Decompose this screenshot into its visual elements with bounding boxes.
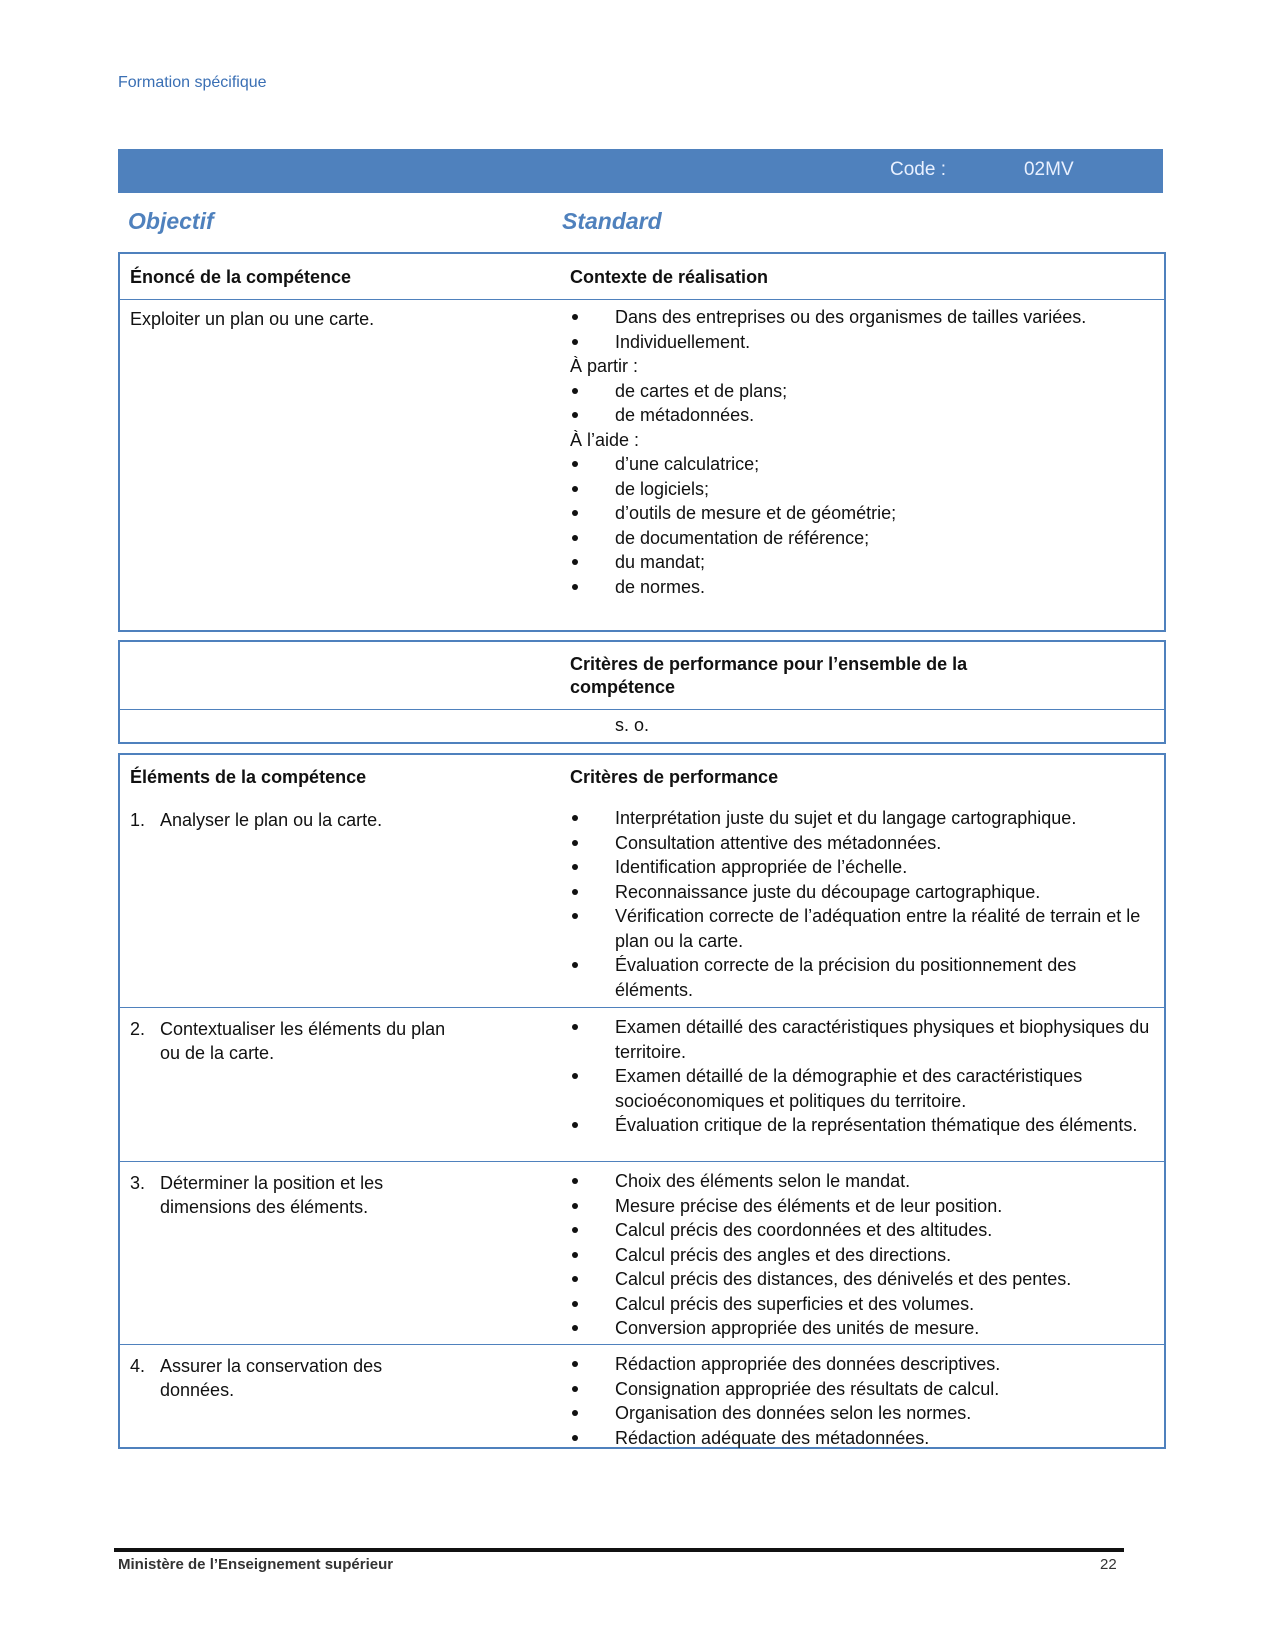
element-row	[120, 1161, 1164, 1344]
criterion-item: Interprétation juste du sujet et du langage cartographique.	[570, 806, 1155, 831]
element-number: 2.	[130, 1019, 146, 1039]
context-item: d’outils de mesure et de géométrie;	[570, 501, 1155, 526]
overall-criteria-value: s. o.	[615, 715, 650, 735]
criterion-item: Reconnaissance juste du découpage cartographique.	[570, 880, 1155, 905]
element-text: ou de la carte.	[160, 1043, 275, 1063]
element-number: 4.	[130, 1356, 146, 1376]
context-header: Contexte de réalisation	[570, 267, 769, 287]
criterion-item: Évaluation correcte de la précision du positionnement des éléments.	[570, 953, 1155, 1002]
criterion-item: Rédaction appropriée des données descriptives.	[570, 1352, 1155, 1377]
element-number: 1.	[130, 810, 146, 830]
criteria-list	[570, 1169, 1155, 1341]
element-rows	[120, 799, 1164, 1448]
criterion-item: Calcul précis des angles et des directions.	[570, 1243, 1155, 1268]
element-text: Assurer la conservation des	[160, 1356, 383, 1376]
element-row	[120, 1007, 1164, 1161]
code-value: 02MV	[1023, 159, 1074, 180]
criterion-item: Conversion appropriée des unités de mesure.	[570, 1316, 1155, 1341]
element-text: Déterminer la position et les	[160, 1173, 384, 1193]
criterion-item: Calcul précis des superficies et des volumes.	[570, 1292, 1155, 1317]
code-text	[890, 159, 1074, 181]
code-label: Code :	[890, 159, 946, 180]
context-list	[570, 305, 1155, 599]
competence-table	[118, 252, 1166, 632]
elements-header-row	[120, 755, 1164, 799]
criteria-list	[570, 1352, 1155, 1450]
element-statement	[130, 1354, 382, 1402]
criteria-list	[570, 1015, 1155, 1138]
overall-criteria-table	[118, 640, 1166, 744]
header-label: Formation spécifique	[118, 74, 267, 91]
criterion-item: Consignation appropriée des résultats de calcul.	[570, 1377, 1155, 1402]
section-standard: Standard	[562, 208, 662, 234]
criterion-item: Rédaction adéquate des métadonnées.	[570, 1426, 1155, 1451]
element-text: dimensions des éléments.	[160, 1197, 369, 1217]
elements-header: Éléments de la compétence	[130, 767, 367, 787]
page-number: 22	[1100, 1556, 1117, 1573]
element-number: 3.	[130, 1173, 146, 1193]
element-text: données.	[160, 1380, 235, 1400]
context-item: de cartes et de plans;	[570, 379, 1155, 404]
context-subheading: À l’aide :	[570, 429, 640, 450]
element-text: Analyser le plan ou la carte.	[160, 810, 383, 830]
context-item: de normes.	[570, 575, 1155, 600]
criterion-item: Évaluation critique de la représentation thématique des éléments.	[570, 1113, 1155, 1138]
overall-criteria-header: Critères de performance pour l’ensemble de la compétence	[570, 654, 968, 697]
element-statement	[130, 808, 382, 832]
element-row	[120, 799, 1164, 1007]
element-statement	[130, 1017, 445, 1065]
criteria-header: Critères de performance	[570, 767, 779, 787]
criterion-item: Examen détaillé des caractéristiques physiques et biophysiques du territoire.	[570, 1015, 1155, 1064]
section-objectif: Objectif	[128, 208, 214, 234]
context-item: Dans des entreprises ou des organismes de tailles variées.	[570, 305, 1155, 330]
context-item: de métadonnées.	[570, 403, 1155, 428]
criterion-item: Calcul précis des coordonnées et des altitudes.	[570, 1218, 1155, 1243]
criterion-item: Examen détaillé de la démographie et des caractéristiques socioéconomiques et politiques du territoire.	[570, 1064, 1155, 1113]
footer-divider	[114, 1548, 1124, 1552]
criterion-item: Identification appropriée de l’échelle.	[570, 855, 1155, 880]
criterion-item: Mesure précise des éléments et de leur position.	[570, 1194, 1155, 1219]
competence-statement-header: Énoncé de la compétence	[130, 267, 352, 287]
element-row	[120, 1344, 1164, 1448]
element-text: Contextualiser les éléments du plan	[160, 1019, 446, 1039]
context-item: de logiciels;	[570, 477, 1155, 502]
context-item: du mandat;	[570, 550, 1155, 575]
criteria-list	[570, 806, 1155, 1002]
criterion-item: Consultation attentive des métadonnées.	[570, 831, 1155, 856]
overall-header-row	[120, 642, 1164, 709]
competence-header-row	[120, 254, 1164, 299]
criterion-item: Organisation des données selon les normes.	[570, 1401, 1155, 1426]
overall-value-row	[120, 709, 1164, 741]
context-item: de documentation de référence;	[570, 526, 1155, 551]
elements-table	[118, 753, 1166, 1449]
context-item: d’une calculatrice;	[570, 452, 1155, 477]
competence-body-row	[120, 299, 1164, 629]
context-item: Individuellement.	[570, 330, 1155, 355]
criterion-item: Choix des éléments selon le mandat.	[570, 1169, 1155, 1194]
criterion-item: Vérification correcte de l’adéquation entre la réalité de terrain et le plan ou la carte.	[570, 904, 1155, 953]
code-banner	[118, 149, 1163, 193]
context-subheading: À partir :	[570, 356, 639, 376]
criterion-item: Calcul précis des distances, des dénivelés et des pentes.	[570, 1267, 1155, 1292]
footer-ministry: Ministère de l’Enseignement supérieur	[118, 1556, 394, 1573]
competence-statement: Exploiter un plan ou une carte.	[130, 309, 375, 329]
element-statement	[130, 1171, 383, 1219]
